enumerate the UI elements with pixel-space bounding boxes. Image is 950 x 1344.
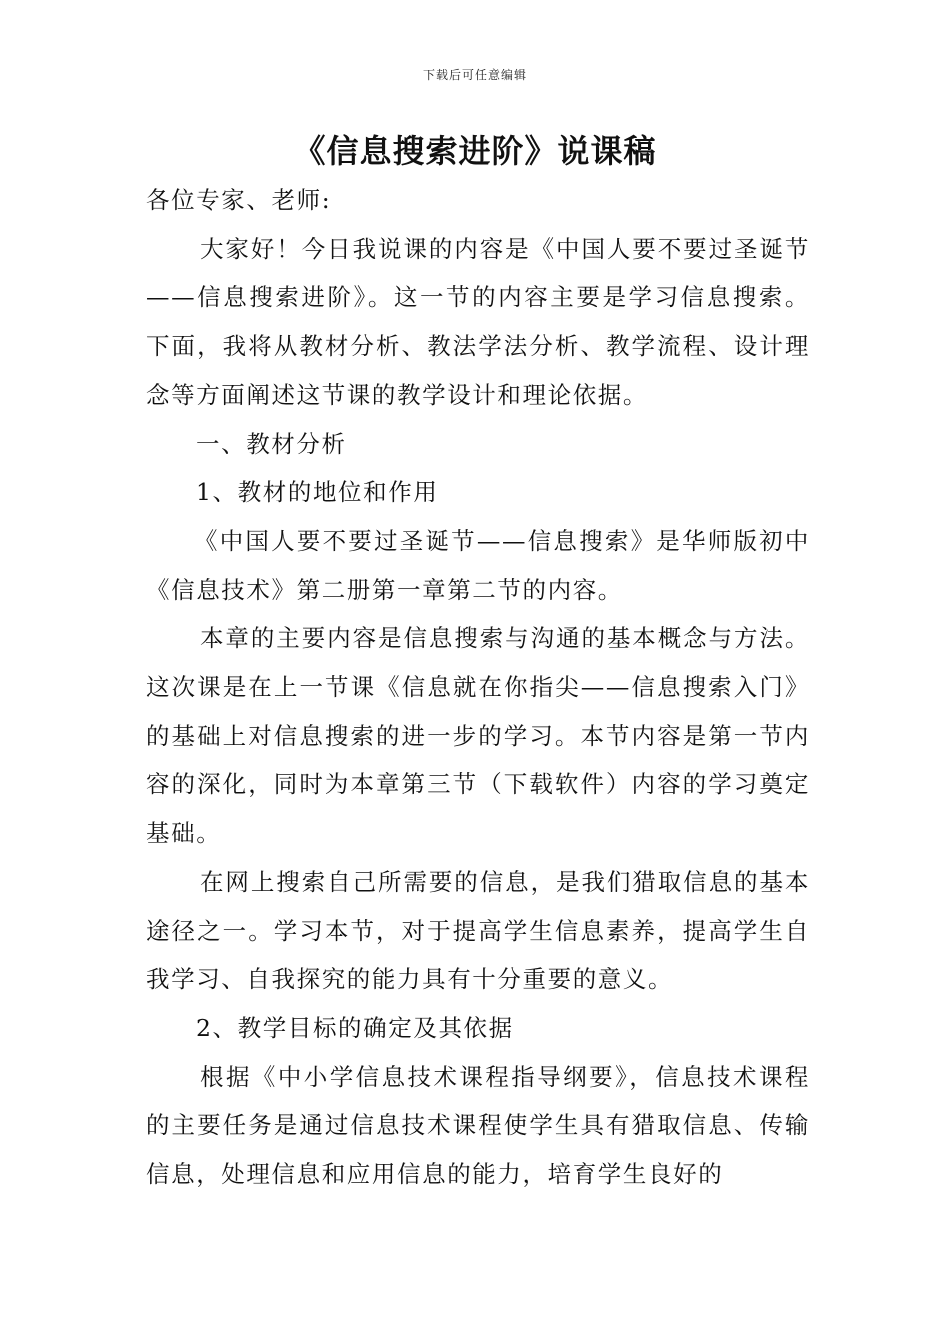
greeting: 各位专家、老师: bbox=[146, 186, 332, 214]
subsection-heading: 1、教材的地位和作用 bbox=[196, 478, 439, 507]
body-paragraph: 在网上搜索自己所需要的信息，是我们猎取信息的基本途径之一。学习本节，对于提高学生信息素养，提高学生自我学习、自我探究的能力具有十分重要的意义。 bbox=[146, 867, 810, 994]
subsection-heading: 2、教学目标的确定及其依据 bbox=[196, 1013, 514, 1042]
body-paragraph: 《中国人要不要过圣诞节——信息搜索》是华师版初中《信息技术》第二册第一章第二节的内容。 bbox=[146, 526, 810, 604]
body-paragraph: 本章的主要内容是信息搜索与沟通的基本概念与方法。这次课是在上一节课《信息就在你指尖——信息搜索入门》的基础上对信息搜索的进一步的学习。本节内容是第一节内容的深化，同时为本章第三节（下载软件）内容的学习奠定基础。 bbox=[146, 624, 810, 848]
document-body bbox=[146, 176, 810, 1199]
body-paragraph: 根据《中小学信息技术课程指导纲要》，信息技术课程的主要任务是通过信息技术课程使学生具有猎取信息、传输信息，处理信息和应用信息的能力，培育学生良好的 bbox=[146, 1062, 810, 1189]
section-heading: 一、教材分析 bbox=[196, 429, 347, 458]
intro-paragraph: 大家好！今日我说课的内容是《中国人要不要过圣诞节——信息搜索进阶》。这一节的内容主要是学习信息搜索。下面，我将从教材分析、教法学法分析、教学流程、设计理念等方面阐述这节课的教学设计和理论依据。 bbox=[146, 234, 810, 409]
page-header-note: 下载后可任意编辑 bbox=[422, 68, 527, 82]
document-title: 《信息搜索进阶》说课稿 bbox=[293, 132, 657, 170]
